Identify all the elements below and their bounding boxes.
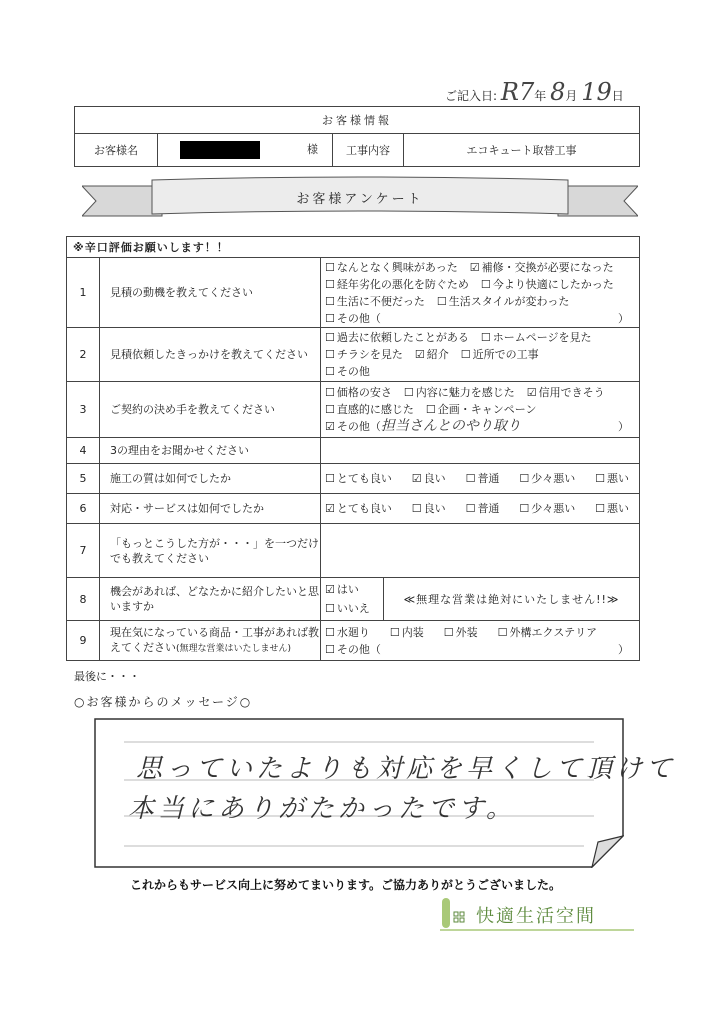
option[interactable]: ☐ 近所での工事	[460, 348, 539, 361]
question-number: 2	[67, 328, 100, 382]
option[interactable]: ☐ その他	[325, 365, 370, 378]
option[interactable]: ☑ 信用できそう	[526, 386, 605, 399]
question-text: 機会があれば、どなたかに紹介したいと思いますか	[100, 578, 321, 621]
rating-option[interactable]: ☐ 普通	[465, 502, 500, 515]
logo-text: 快適生活空間	[476, 906, 596, 927]
question-number: 3	[67, 382, 100, 438]
rating-options	[321, 464, 640, 494]
question-row	[67, 464, 640, 494]
date-month-unit: 月	[565, 89, 578, 103]
work-label: 工事内容	[333, 134, 404, 167]
question-text-cell	[100, 621, 321, 661]
question-text: 現在気になっている商品・工事があれば教えてください	[110, 625, 319, 654]
company-logo	[438, 896, 638, 936]
answer-blank[interactable]	[321, 438, 640, 464]
question-subtext: (無理な営業はいたしません)	[176, 643, 292, 654]
question-number: 8	[67, 578, 100, 621]
option[interactable]: ☐ 外構エクステリア	[497, 625, 598, 639]
referral-options	[321, 578, 640, 621]
question-options	[321, 382, 640, 438]
survey-title: お客様アンケート	[296, 192, 424, 207]
date-year: R7	[500, 78, 535, 106]
redacted-name	[180, 141, 260, 159]
entry-date	[445, 78, 624, 106]
survey-table	[66, 236, 640, 661]
rating-options	[321, 494, 640, 524]
rating-option[interactable]: ☑ 良い	[411, 472, 446, 485]
date-year-unit: 年	[534, 89, 547, 103]
question-row	[67, 494, 640, 524]
yes-option[interactable]: ☑ はい	[325, 583, 359, 596]
question-number: 4	[67, 438, 100, 464]
customer-info-table	[74, 106, 640, 167]
question-number: 5	[67, 464, 100, 494]
last-label: 最後に・・・	[74, 670, 140, 683]
message-line: 本当にありがたかったです。	[128, 794, 516, 824]
question-text: 施工の質は如何でしたか	[100, 464, 321, 494]
question-text: 3の理由をお聞かせください	[100, 438, 321, 464]
rating-option[interactable]: ☐ とても良い	[325, 472, 392, 485]
option[interactable]: ☐ 直感的に感じた	[325, 403, 414, 416]
option[interactable]: ☐ 外装	[443, 625, 478, 639]
option[interactable]: ☐ 経年劣化の悪化を防ぐため	[325, 277, 469, 291]
survey-banner	[82, 176, 638, 222]
option[interactable]: ☐ 価格の安さ	[325, 386, 392, 399]
option[interactable]: ☐ 企画・キャンペーン	[425, 403, 537, 416]
answer-blank[interactable]	[321, 524, 640, 578]
message-line: 思っていたよりも対応を早くして頂けて	[136, 754, 677, 784]
option[interactable]: ☐ 内装	[389, 625, 424, 639]
question-row	[67, 621, 640, 661]
question-number: 9	[67, 621, 100, 661]
option[interactable]: ☑ その他（担当さんとのやり取り	[325, 418, 521, 434]
question-text: 見積の動機を教えてください	[100, 258, 321, 328]
option[interactable]: ☐ 内容に魅力を感じた	[403, 386, 515, 399]
option[interactable]: ☐ その他（	[325, 642, 381, 656]
rating-option[interactable]: ☑ とても良い	[325, 502, 392, 515]
option[interactable]: ☐ 生活スタイルが変わった	[436, 294, 570, 308]
survey-header: ※辛口評価お願いします！！	[67, 237, 640, 258]
rating-option[interactable]: ☐ 少々悪い	[519, 472, 576, 485]
question-number: 1	[67, 258, 100, 328]
customer-info-title: お客様情報	[75, 107, 640, 134]
rating-option[interactable]: ☐ 良い	[411, 502, 446, 515]
rating-option[interactable]: ☐ 普通	[465, 472, 500, 485]
option[interactable]: ☐ 生活に不便だった	[325, 294, 425, 308]
question-row	[67, 258, 640, 328]
paren-close: ）	[618, 311, 629, 325]
no-pressure-note: ≪無理な営業は絶対にいたしません!!≫	[403, 592, 620, 606]
question-number: 7	[67, 524, 100, 578]
customer-name-suffix: 様	[307, 143, 318, 156]
question-row	[67, 328, 640, 382]
handwritten-other: 担当さんとのやり取り	[380, 418, 521, 434]
date-day-unit: 日	[611, 89, 624, 103]
work-value: エコキュート取替工事	[404, 134, 640, 167]
option[interactable]: ☐ なんとなく興味があった	[325, 260, 458, 274]
option[interactable]: ☐ 水廻り	[325, 625, 370, 639]
question-text: 対応・サービスは如何でしたか	[100, 494, 321, 524]
customer-name-cell	[158, 134, 333, 167]
question-options	[321, 258, 640, 328]
message-box	[94, 718, 677, 868]
question-options	[321, 621, 640, 661]
question-text: 見積依頼したきっかけを教えてください	[100, 328, 321, 382]
option[interactable]: ☑ 紹介	[414, 348, 449, 361]
paren-close: ）	[618, 420, 629, 433]
question-row	[67, 438, 640, 464]
option[interactable]: ☐ その他（	[325, 311, 381, 325]
no-option[interactable]: ☐ いいえ	[325, 602, 370, 615]
rating-option[interactable]: ☐ 悪い	[595, 472, 629, 485]
message-header: ○お客様からのメッセージ○	[74, 695, 253, 709]
date-label: ご記入日:	[445, 89, 498, 103]
rating-option[interactable]: ☐ 悪い	[595, 502, 629, 515]
option[interactable]: ☐ 過去に依頼したことがある	[325, 331, 469, 344]
question-row	[67, 578, 640, 621]
closing-message: これからもサービス向上に努めてまいります。ご協力ありがとうございました。	[130, 878, 562, 892]
question-text: 「もっとこうした方が・・・」を一つだけでも教えてください	[100, 524, 321, 578]
question-row	[67, 524, 640, 578]
option[interactable]: ☐ ホームページを見た	[480, 331, 592, 344]
date-day: 19	[581, 78, 612, 106]
date-month: 8	[550, 78, 566, 106]
question-options	[321, 328, 640, 382]
question-text: ご契約の決め手を教えてください	[100, 382, 321, 438]
paren-close: ）	[618, 642, 629, 656]
rating-option[interactable]: ☐ 少々悪い	[519, 502, 576, 515]
option[interactable]: ☑ 補修・交換が必要になった	[469, 260, 614, 274]
question-number: 6	[67, 494, 100, 524]
customer-name-label: お客様名	[75, 134, 158, 167]
option[interactable]: ☐ 今より快適にしたかった	[480, 277, 614, 291]
option[interactable]: ☐ チラシを見た	[325, 348, 403, 361]
question-row	[67, 382, 640, 438]
